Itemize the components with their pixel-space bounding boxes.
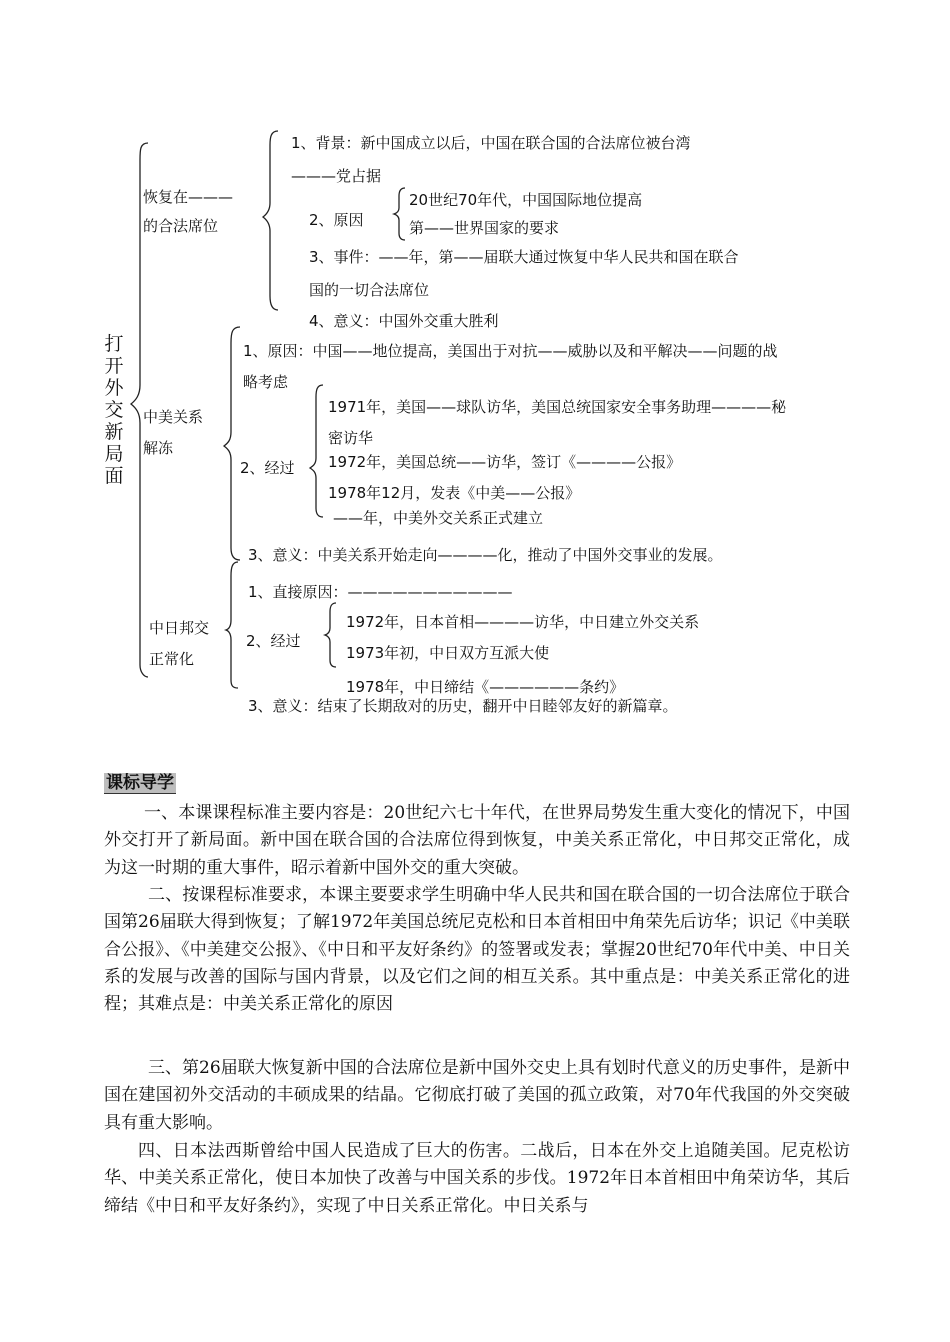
sec1-background-line1: 1、背景：新中国成立以后，中国在联合国的合法席位被台湾 (291, 134, 691, 152)
sec1-reason-brace (394, 188, 405, 240)
sec1-brace (263, 131, 278, 310)
sec2-process-label: 2、经过 (240, 459, 295, 477)
outline-main-title: 打开外交新局面 (104, 333, 124, 487)
sec2-process-1978: 1978年12月，发表《中美——公报》 (328, 484, 581, 502)
sec1-reason-a: 20世纪70年代，中国国际地位提高 (409, 191, 643, 209)
sec2-process-brace (310, 385, 323, 517)
sec1-label-line1: 恢复在——— (143, 188, 234, 206)
sec3-label-line1: 中日邦交 (149, 619, 210, 637)
guide-paragraph-2: 二、按课程标准要求，本课主要要求学生明确中华人民共和国在联合国的一切合法席位于联合国第26届联大得到恢复；了解1972年美国总统尼克松和日本首相田中角荣先后访华；识记《中美联合公报》、《中美建交公报》、《中日和平友好条约》的签署或发表；掌握20世纪70年代中美、中日关系的发展与改善的国际与国内背景，以及它们之间的相互关系。其中重点是：中美关系正常化的进程；其难点是：中美关系正常化的原因 (104, 885, 850, 1015)
guide-heading: 课标导学 (106, 773, 174, 793)
sec3-direct-cause: 1、直接原因：——————————— (248, 583, 513, 601)
sec1-reason-label: 2、原因 (309, 211, 364, 229)
guide-paragraph-4: 四、日本法西斯曾给中国人民造成了巨大的伤害。二战后，日本在外交上追随美国。尼克松访华、中美关系正常化，使日本加快了改善与中国关系的步伐。1972年日本首相田中角荣访华，其后缔结《中日和平友好条约》，实现了中日关系正常化。中日关系与 (104, 1141, 850, 1216)
sec1-label-line2: 的合法席位 (143, 217, 219, 235)
sec3-process-1972: 1972年，日本首相————访华，中日建立外交关系 (346, 613, 700, 631)
sec2-label-line2: 解冻 (143, 439, 174, 457)
sec2-cause-line2: 略考虑 (243, 373, 289, 391)
sec3-process-label: 2、经过 (246, 632, 301, 650)
sec2-label-line1: 中美关系 (143, 408, 204, 426)
sec3-brace (226, 562, 238, 688)
sec2-process-1971-line1: 1971年，美国——球队访华，美国总统国家安全事务助理————秘 (328, 398, 787, 416)
guide-paragraph-1: 一、本课课程标准主要内容是：20世纪六七十年代，在世界局势发生重大变化的情况下，中国外交打开了新局面。新中国在联合国的合法席位得到恢复，中美关系正常化，中日邦交正常化，成为这一时期的重大事件，昭示着新中国外交的重大突破。 (104, 803, 850, 878)
sec1-meaning: 4、意义：中国外交重大胜利 (309, 312, 499, 330)
sec1-reason-b: 第——世界国家的要求 (409, 219, 560, 237)
sec2-process-1979: ——年，中美外交关系正式建立 (333, 509, 544, 527)
sec2-meaning: 3、意义：中美关系开始走向————化，推动了中国外交事业的发展。 (248, 546, 723, 564)
sec2-cause-line1: 1、原因：中国——地位提高，美国出于对抗——威胁以及和平解决——问题的战 (243, 342, 778, 360)
sec1-event-line2: 国的一切合法席位 (309, 281, 430, 299)
sec3-meaning: 3、意义：结束了长期敌对的历史，翻开中日睦邻友好的新篇章。 (248, 697, 678, 715)
sec3-label-line2: 正常化 (149, 650, 195, 668)
sec1-event-line1: 3、事件：——年，第——届联大通过恢复中华人民共和国在联合 (309, 248, 739, 266)
sec3-process-brace (325, 603, 336, 667)
sec3-process-1973: 1973年初，中日双方互派大使 (346, 644, 550, 662)
sec1-background-line2: ———党占据 (291, 167, 382, 185)
sec2-process-1972: 1972年，美国总统——访华，签订《————公报》 (328, 453, 682, 471)
sec3-process-1978: 1978年，中日缔结《——————条约》 (346, 678, 625, 696)
sec2-process-1971-line2: 密访华 (328, 429, 374, 447)
guide-paragraph-3: 三、第26届联大恢复新中国的合法席位是新中国外交史上具有划时代意义的历史事件，是新中国在建国初外交活动的丰硕成果的结晶。它彻底打破了美国的孤立政策，对70年代我国的外交突破具有重大影响。 (104, 1058, 850, 1133)
sec2-brace (224, 327, 240, 560)
